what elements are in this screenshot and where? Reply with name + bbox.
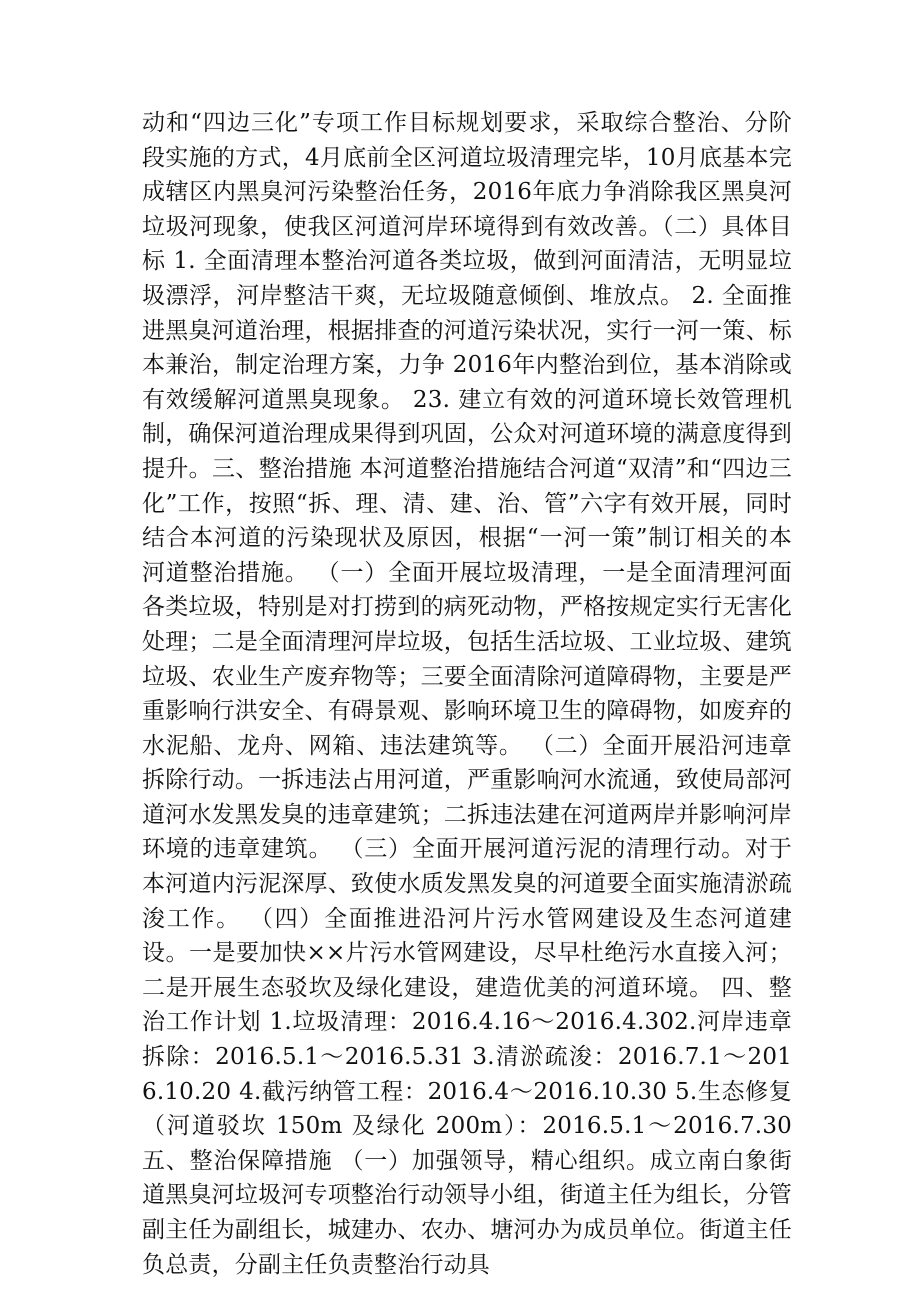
body-paragraph: 动和“四边三化”专项工作目标规划要求，采取综合整治、分阶段实施的方式，4月底前全区河道垃圾清理完毕，10月底基本完成辖区内黑臭河污染整治任务，2016年底力争消除我区黑臭河垃圾河现象，使我区河道河岸环境得到有效改善。（二）具体目标 1. 全面清理本整治河道各类垃圾，做到河面清洁，无明显垃圾漂浮，河岸整洁干爽，无垃圾随意倾倒、堆放点。 2. 全面推进黑臭河道治理，根据排查的河道污染状况，实行一河一策、标本兼治，制定治理方案，力争 2016年内整治到位，基本消除或有效缓解河道黑臭现象。 23. 建立有效的河道环境长效管理机制，确保河道治理成果得到巩固，公众对河道环境的满意度得到提升。三、整治措施 本河道整治措施结合河道“双清”和“四边三化”工作，按照“拆、理、清、建、治、管”六字有效开展，同时结合本河道的污染现状及原因，根据“一河一策”制订相关的本河道整治措施。 （一）全面开展垃圾清理，一是全面清理河面各类垃圾，特别是对打捞到的病死动物，严格按规定实行无害化处理；二是全面清理河岸垃圾，包括生活垃圾、工业垃圾、建筑垃圾、农业生产废弃物等；三要全面清除河道障碍物，主要是严重影响行洪安全、有碍景观、影响环境卫生的障碍物，如废弃的水泥船、龙舟、网箱、违法建筑等。 （二）全面开展沿河违章拆除行动。一拆违法占用河道，严重影响河水流通，致使局部河道河水发黑发臭的违章建筑；二拆违法建在河道两岸并影响河岸环境的违章建筑。 （三）全面开展河道污泥的清理行动。对于本河道内污泥深厚、致使水质发黑发臭的河道要全面实施清淤疏浚工作。 （四）全面推进沿河片污水管网建设及生态河道建设。一是要加快××片污水管网建设，尽早杜绝污水直接入河；二是开展生态驳坎及绿化建设，建造优美的河道环境。 四、整治工作计划 1.垃圾清理：2016.4.16～2016.4.302.河岸违章拆除：2016.5.1～2016.5.31 3.清淤疏浚：2016.7.1～2016.10.20 4.截污纳管工程：2016.4～2016.10.30 5.生态修复（河道驳坎 150m 及绿化 200m）：2016.5.1～2016.7.30 五、整治保障措施 （一）加强领导，精心组织。成立南白象街道黑臭河垃圾河专项整治行动领导小组，街道主任为组长，分管副主任为副组长，城建办、农办、塘河办为成员单位。街道主任负总责，分副主任负责整治行动具: [142, 110, 792, 1278]
